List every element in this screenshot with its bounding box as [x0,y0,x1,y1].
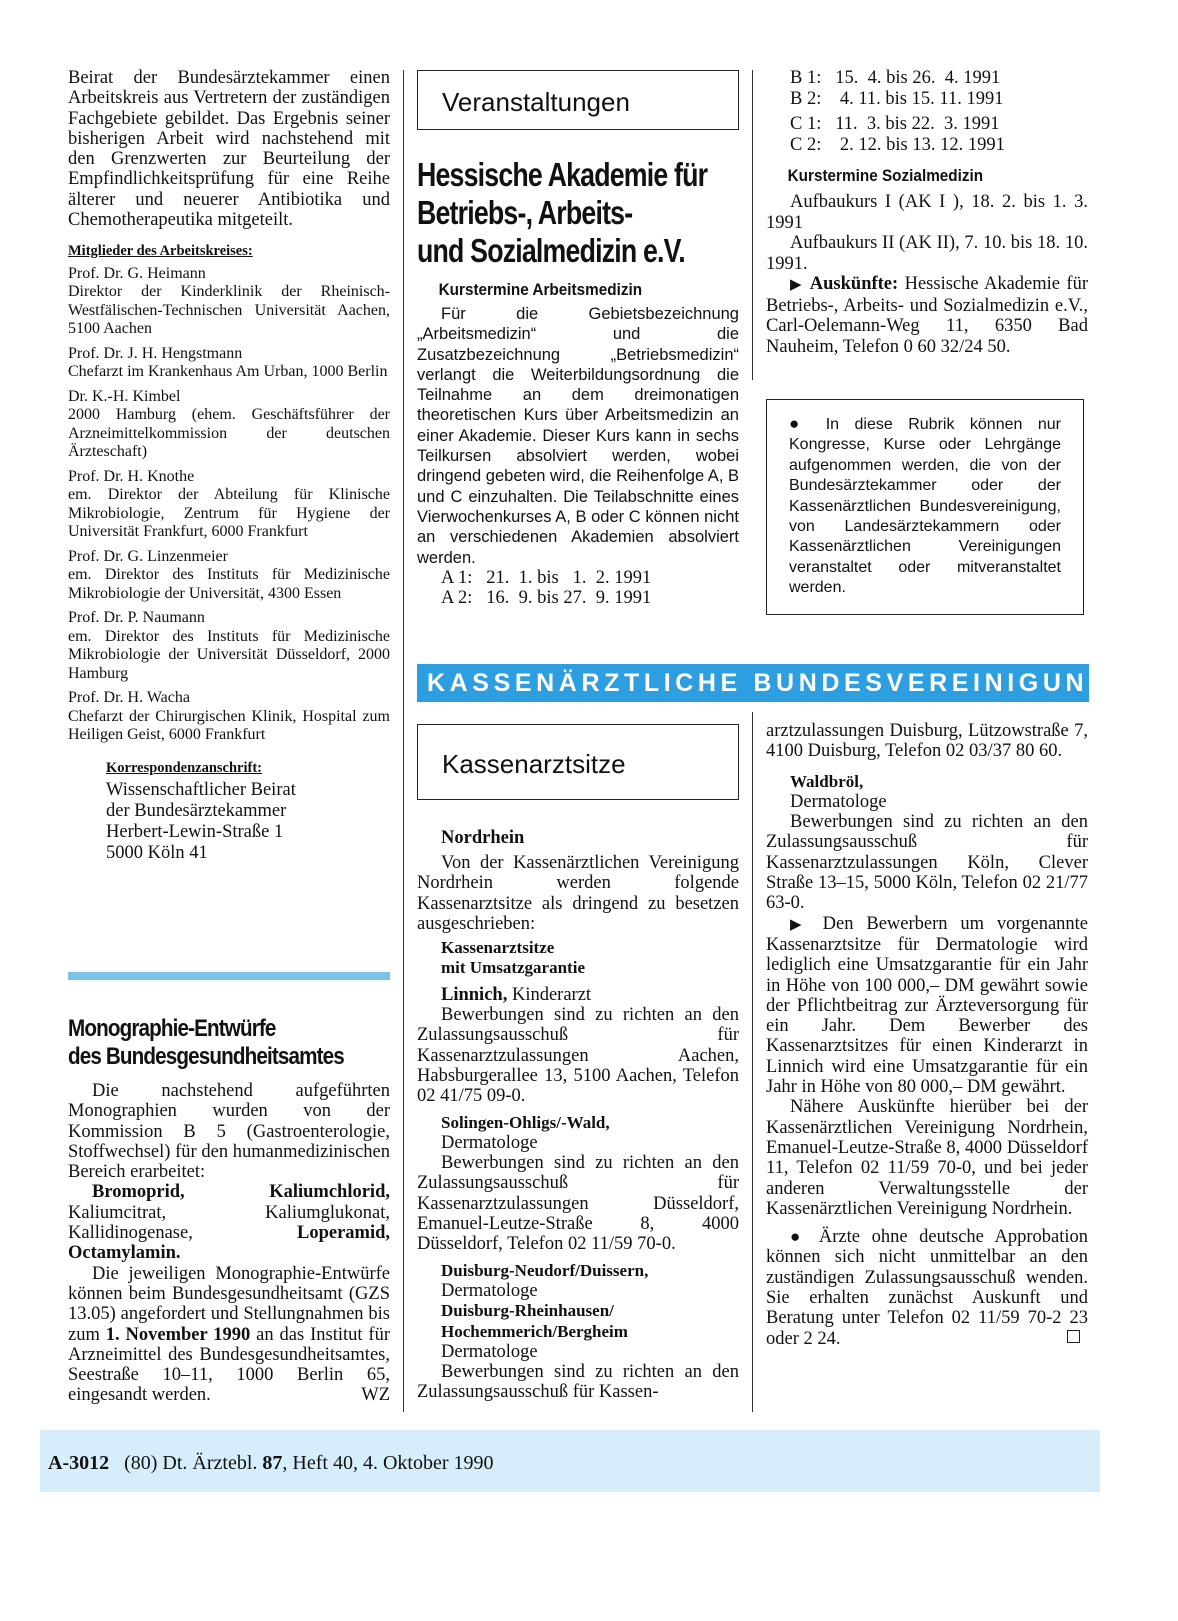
dermatology-guarantee-text: Den Bewerbern um vorgenannte Kassenarztsitze für Dermatologie wird lediglich eine Umsatzgarantie für ein Jahr in Höhe von 100 000,– DM gewährt sowie der Pflichtbeitrag zur Ärzteversorgung für ein Jahr. Dem Bewerber des Kassenarztsitzes für einen Kinderarzt in Linnich wird eine Umsatzgarantie für ein Jahr in Höhe von 80 000,– DM gewährt. [766,913,1089,1098]
correspondence-line: Herbert-Lewin-Straße 1 [106,822,284,843]
member-entry [68,388,390,462]
monographie-request-text1: Die jeweiligen Monographie-Entwürfe können beim Bundesgesundheitsamt (GZS 13.05) angefordert und Stellungnahmen bis zum [68,1263,390,1345]
issue-date: , Heft 40, 4. Oktober 1990 [282,1452,494,1474]
member-desc: Chefarzt der Chirurgischen Klinik, Hospital zum Heiligen Geist, 6000 Frankfurt [68,707,390,744]
further-info: Nähere Auskünfte hierüber bei der Kassenärztlichen Vereinigung Nordrhein, Emanuel-Leutze-Straße 8, 4000 Düsseldorf 11, Telefon 02 11/59 70-0, und bei jeder anderen Verwaltungsstelle der Kassenärztlichen Vereinigung Nordrhein. [766,1097,1088,1219]
member-entry [68,609,390,683]
column-rule-4 [752,712,753,1412]
waldbroel-text: Bewerbungen sind zu richten an den Zulassungsausschuß für Kassenarztzulassungen Köln, Clever Straße 13–15, 5000 Köln, Telefon 02 21/77 63-0. [766,812,1088,914]
monographie-list-text: Kaliumcitrat, Kaliumglukonat, Kallidinogenase, [68,1202,390,1244]
duisburg2-place-line2: Hochemmerich/Bergheim [441,1321,628,1341]
umsatzgarantie-heading [417,938,739,979]
linnich-specialty: Kinderarzt [507,984,592,1005]
member-name: Prof. Dr. J. H. Hengstmann [68,344,243,362]
duisburg2-place-line1: Duisburg-Rheinhausen/ [441,1301,614,1321]
auskuenfte-text: Hessische Akademie für Betriebs-, Arbeits- und Sozialmedizin e.V., Carl-Oelemann-Weg 11, 6350 Bad Nauheim, Telefon 0 60 32/24 50. [766,274,1088,357]
correspondence-line: der Bundesärztekammer [106,801,287,822]
veranstaltungen-box [417,70,739,130]
member-desc: Chefarzt im Krankenhaus Am Urban, 1000 Berlin [68,363,388,381]
arrow-right-icon: ▶ [790,916,810,933]
page-number: A-3012 [48,1452,110,1474]
solingen-specialty: Dermatologe [441,1132,538,1153]
duisburg1-specialty: Dermatologe [441,1280,538,1301]
monographie-title-line2: des Bundesgesundheitsamtes [68,1043,344,1070]
kbv-banner [417,664,1113,702]
left-column [68,68,390,864]
member-name: Prof. Dr. H. Wacha [68,689,190,707]
column-rule-3 [403,712,404,1412]
end-square-icon [1067,1330,1080,1343]
arrow-right-icon: ▶ [790,277,804,293]
monographie-signature: WZ [361,1384,390,1405]
linnich-place: Linnich, [441,984,508,1005]
column-rule-1 [403,70,404,730]
aufbaukurs-2: Aufbaukurs II (AK II), 7. 10. bis 18. 10. 1991. [766,233,1088,274]
kbv-banner-text: KASSENÄRZTLICHE BUNDESVEREINIGUNG [427,669,1113,697]
footer-citation [48,1452,493,1475]
monographie-intro: Die nachstehend aufgeführten Monographien wurden von der Kommission B 5 (Gastroenterologie, Stoffwechsel) für den humanmedizinischen Bereich erarbeitet: [68,1081,390,1183]
sozialmedizin-subheading: Kurstermine Sozialmedizin [787,166,984,185]
member-entry [68,345,390,382]
linnich-entry [417,985,739,1005]
correspondence-line: 5000 Köln 41 [106,843,208,864]
middle-top-column [417,70,739,608]
waldbroel-place: Waldbröl, [790,771,864,791]
member-name: Dr. K.-H. Kimbel [68,387,181,405]
member-name: Prof. Dr. G. Linzenmeier [68,547,228,565]
member-desc: em. Direktor der Abteilung für Klinische Mikrobiologie, Zentrum für Hygiene der Universität Frankfurt, 6000 Frankfurt [68,486,390,541]
foreign-doctors-text: Ärzte ohne deutsche Approbation können sich nicht unmittelbar an den zuständigen Zulassungsausschuß wenden. Sie erhalten zunächst Auskunft und Beratung unter Telefon 02 11/59 70-2 23 oder 2 24. [766,1227,1088,1349]
monographie-request [68,1264,390,1406]
notice-text [789,414,1061,599]
monographie-list [68,1182,390,1263]
intro-paragraph: Beirat der Bundesärztekammer einen Arbeitskreis aus Vertretern der zuständigen Fachgebiete gebildet. Das Ergebnis seiner bisherigen Arbeit wird nachstehend mit den Grenzwerten zur Beurteilung der Empfindlichkeitsprüfung für eine Reihe älterer und neuerer Antibiotika und Chemotherapeutika mitgeteilt. [68,68,390,231]
member-entry [68,689,390,745]
members-heading: Mitglieder des Arbeitskreises: [68,243,253,260]
kassenarztsitze-box [417,724,739,800]
course-date-b1: B 1: 15. 4. bis 26. 4. 1991 [790,68,1001,88]
right-top-column [766,68,1088,357]
solingen-text: Bewerbungen sind zu richten an den Zulassungsausschuß für Kassenarztzulassungen Düsseldorf, Emanuel-Leutze-Straße 8, 4000 Düsseldorf, Telefon 02 11/59 70-0. [417,1153,739,1255]
bullet-icon: ● [789,414,811,433]
region-heading: Nordrhein [441,828,525,848]
course-date-b2: B 2: 4. 11. bis 15. 11. 1991 [790,89,1004,109]
member-name: Prof. Dr. H. Knothe [68,467,195,485]
monographie-list-bold1: Bromoprid, Kaliumchlorid, [92,1182,390,1203]
headline-line2: Betriebs-, Arbeits- [417,194,633,231]
bullet-icon: ● [790,1227,808,1247]
veranstaltungen-title: Veranstaltungen [442,87,630,117]
issue-text [124,1452,493,1474]
issue-journal: (80) Dt. Ärztebl. [124,1452,263,1474]
duisburg2-specialty: Dermatologe [441,1341,538,1362]
member-name: Prof. Dr. P. Naumann [68,609,205,627]
member-entry [68,548,390,604]
course-date-a2: A 2: 16. 9. bis 27. 9. 1991 [441,587,652,608]
monographie-title-line1: Monographie-Entwürfe [68,1015,276,1042]
issue-volume: 87 [262,1452,283,1474]
member-desc: Direktor der Kinderklinik der Rheinisch-Westfälischen-Technischen Universität Aachen, 5100 Aachen [68,283,390,338]
duisburg-text: Bewerbungen sind zu richten an den Zulassungsausschuß für Kassen- [417,1362,739,1403]
dermatology-guarantee [766,914,1088,1098]
kassenarztsitze-title: Kassenarztsitze [442,749,626,779]
hessische-headline [417,156,739,270]
correspondence-line: Wissenschaftlicher Beirat [106,780,296,801]
duisburg-text-cont: arztzulassungen Duisburg, Lützowstraße 7, 4100 Duisburg, Telefon 02 03/37 80 60. [766,721,1088,762]
monographie-section [68,1015,390,1406]
column-rule-2 [752,70,753,380]
auskuenfte-paragraph [766,274,1088,357]
member-name: Prof. Dr. G. Heimann [68,264,206,282]
foreign-doctors [766,1227,1088,1349]
course-date-c2: C 2: 2. 12. bis 13. 12. 1991 [790,135,1005,155]
arbeitsmedizin-subheading: Kurstermine Arbeitsmedizin [438,280,643,299]
arbeitsmedizin-text: Für die Gebietsbezeichnung „Arbeitsmedizin“ und die Zusatzbezeichnung „Betriebsmedizin“ verlangt die Weiterbildungsordnung die Teilnahme an dem dreimonatigen theoretischen Kurs über Arbeitsmedizin an einer Akademie. Dieser Kurs kann in sechs Teilkursen absolviert werden, wobei dringend gebeten wird, die Reihenfolge A, B und C einzuhalten. Die Teilabschnitte eines Vierwochenkurses A, B oder C können nicht an verschiedenen Akademien absolviert werden. [417,305,739,567]
member-desc: em. Direktor des Instituts für Medizinische Mikrobiologie der Universität, 4300 Essen [68,566,390,602]
monographie-request-text2: an das Institut für Arzneimittel des Bundesgesundheitsamtes, Seestraße 10–11, 1000 Berlin 65, eingesandt werden. [68,1324,390,1406]
right-bottom-column [766,721,1088,1349]
monographie-deadline: 1. November 1990 [105,1324,251,1345]
correspondence-heading: Korrespondenzanschrift: [106,759,263,776]
member-entry [68,468,390,542]
member-desc: em. Direktor des Instituts für Medizinische Mikrobiologie der Universität Düsseldorf, 2000 Hamburg [68,627,390,682]
course-date-a1: A 1: 21. 1. bis 1. 2. 1991 [441,567,652,588]
waldbroel-specialty: Dermatologe [790,791,887,812]
course-date-c1: C 1: 11. 3. bis 22. 3. 1991 [790,114,1000,134]
headline-line1: Hessische Akademie für [417,156,708,193]
aufbaukurs-1: Aufbaukurs I (AK I ), 18. 2. bis 1. 3. 1991 [766,192,1088,233]
monographie-list-bold2: Loperamid, Octamylamin. [68,1223,390,1264]
kassenarztsitze-intro: Von der Kassenärztlichen Vereinigung Nordrhein werden folgende Kassenarztsitze als dringend zu besetzen ausgeschrieben: [417,853,739,934]
umsatzgarantie-line1: Kassenarztsitze [441,938,555,958]
section-rule-blue [68,972,390,980]
notice-box [766,399,1084,615]
umsatzgarantie-line2: mit Umsatzgarantie [441,958,585,978]
solingen-place: Solingen-Ohligs/-Wald, [441,1112,610,1132]
linnich-text: Bewerbungen sind zu richten an den Zulassungsausschuß für Kassenarztzulassungen Aachen, Habsburgerallee 13, 5100 Aachen, Telefon 02 41/75 09-0. [417,1005,739,1107]
member-entry [68,265,390,339]
middle-bottom-column [417,724,739,1403]
correspondence-block [68,759,390,865]
members-list [68,265,390,745]
duisburg1-place: Duisburg-Neudorf/Duissern, [441,1260,649,1280]
member-desc: 2000 Hamburg (ehem. Geschäftsführer der Arzneimittelkommission der deutschen Ärzteschaft) [68,406,390,461]
headline-line3: und Sozialmedizin e.V. [417,232,685,269]
notice-body: In diese Rubrik können nur Kongresse, Kurse oder Lehrgänge aufgenommen werden, die von der Bundesärztekammer oder der Kassenärztlichen Bundesvereinigung, von Landesärztekammern oder Kassenärztlichen Vereinigungen veranstaltet oder mitveranstaltet werden. [789,416,1061,597]
auskuenfte-label: Auskünfte: [809,274,899,294]
